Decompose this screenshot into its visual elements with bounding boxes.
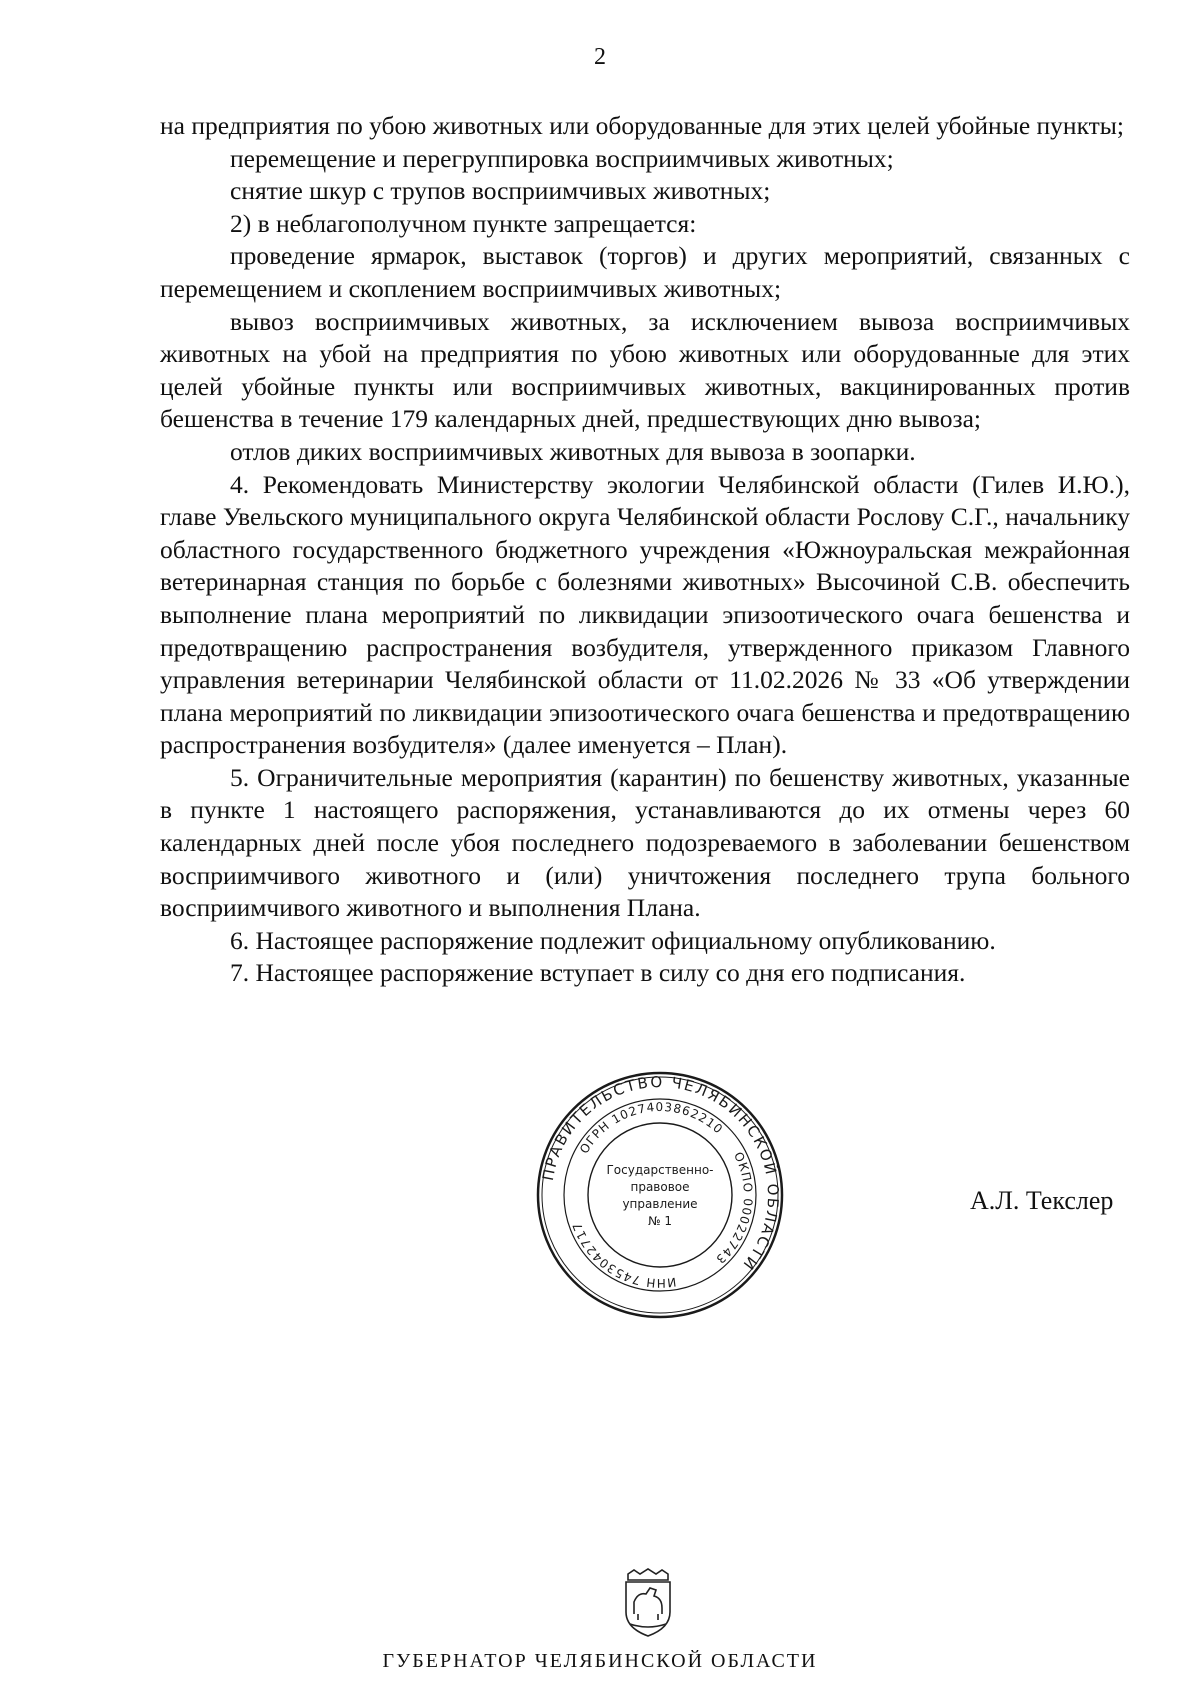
stamp-outer-text: ПРАВИТЕЛЬСТВО ЧЕЛЯБИНСКОЙ ОБЛАСТИ bbox=[538, 1072, 783, 1275]
document-body bbox=[160, 110, 1130, 990]
paragraph-skinning: снятие шкур с трупов восприимчивых животных; bbox=[230, 176, 771, 206]
paragraph-relocation: перемещение и перегруппировка восприимчивых животных; bbox=[230, 143, 894, 173]
stamp-center-line-2: правовое bbox=[630, 1180, 690, 1194]
paragraph-export: вывоз восприимчивых животных, за исключением вывоза восприимчивых животных на убой на предприятия по убою животных или оборудованные для этих целей убойные пункты или восприимчивых животных, вакцинированных против бешенства в течение 179 календарных дней, предшествующих дню вывоза; bbox=[160, 306, 1130, 434]
stamp-ogrn-text: ОГРН 1027403862210 bbox=[576, 1099, 726, 1157]
paragraph-item-7: 7. Настоящее распоряжение вступает в силу со дня его подписания. bbox=[230, 958, 966, 988]
paragraph-item-4: 4. Рекомендовать Министерству экологии Челябинской области (Гилев И.Ю.), главе Увельского муниципального округа Челябинской области Рослову С.Г., начальнику областного государственного бюджетного учреждения «Южноуральская межрайонная ветеринарная станция по борьбе с болезнями животных» Высочиной С.В. обеспечить выполнение плана мероприятий по ликвидации эпизоотического очага бешенства и предотвращению распространения возбудителя, утвержденного приказом Главного управления ветеринарии Челябинской области от 11.02.2026 № 33 «Об утверждении плана мероприятий по ликвидации эпизоотического очага бешенства и предотвращению распространения возбудителя» (далее именуется – План). bbox=[160, 469, 1130, 760]
stamp-inn-text: ИНН 7453042717 bbox=[569, 1219, 678, 1291]
paragraph-subitem-2: 2) в неблагополучном пункте запрещается: bbox=[230, 208, 697, 238]
paragraph-continuation: на предприятия по убою животных или оборудованные для этих целей убойные пункты; bbox=[160, 111, 1124, 140]
chelyabinsk-coat-of-arms-icon bbox=[620, 1568, 676, 1638]
paragraph-capture: отлов диких восприимчивых животных для вывоза в зоопарки. bbox=[230, 436, 916, 466]
stamp-center-line-1: Государственно- bbox=[606, 1163, 714, 1177]
footer-title: ГУБЕРНАТОР ЧЕЛЯБИНСКОЙ ОБЛАСТИ bbox=[382, 1650, 818, 1672]
stamp-center-line-4: № 1 bbox=[648, 1214, 672, 1228]
official-seal-stamp bbox=[535, 1070, 785, 1320]
stamp-okpo-text: ОКПО 00022743 bbox=[712, 1149, 756, 1267]
paragraph-item-5: 5. Ограничительные мероприятия (карантин) по бешенству животных, указанные в пункте 1 настоящего распоряжения, устанавливаются до их отмены через 60 календарных дней после убоя последнего подозреваемого в заболевании бешенством восприимчивого животного и (или) уничтожения последнего трупа больного восприимчивого животного и выполнения Плана. bbox=[160, 762, 1130, 923]
paragraph-item-6: 6. Настоящее распоряжение подлежит официальному опубликованию. bbox=[230, 925, 996, 955]
page-number: 2 bbox=[594, 44, 606, 70]
stamp-center-line-3: управление bbox=[622, 1197, 698, 1211]
paragraph-fairs: проведение ярмарок, выставок (торгов) и других мероприятий, связанных с перемещением и скоплением восприимчивых животных; bbox=[160, 241, 1130, 303]
signature-name: А.Л. Текслер bbox=[970, 1186, 1114, 1215]
